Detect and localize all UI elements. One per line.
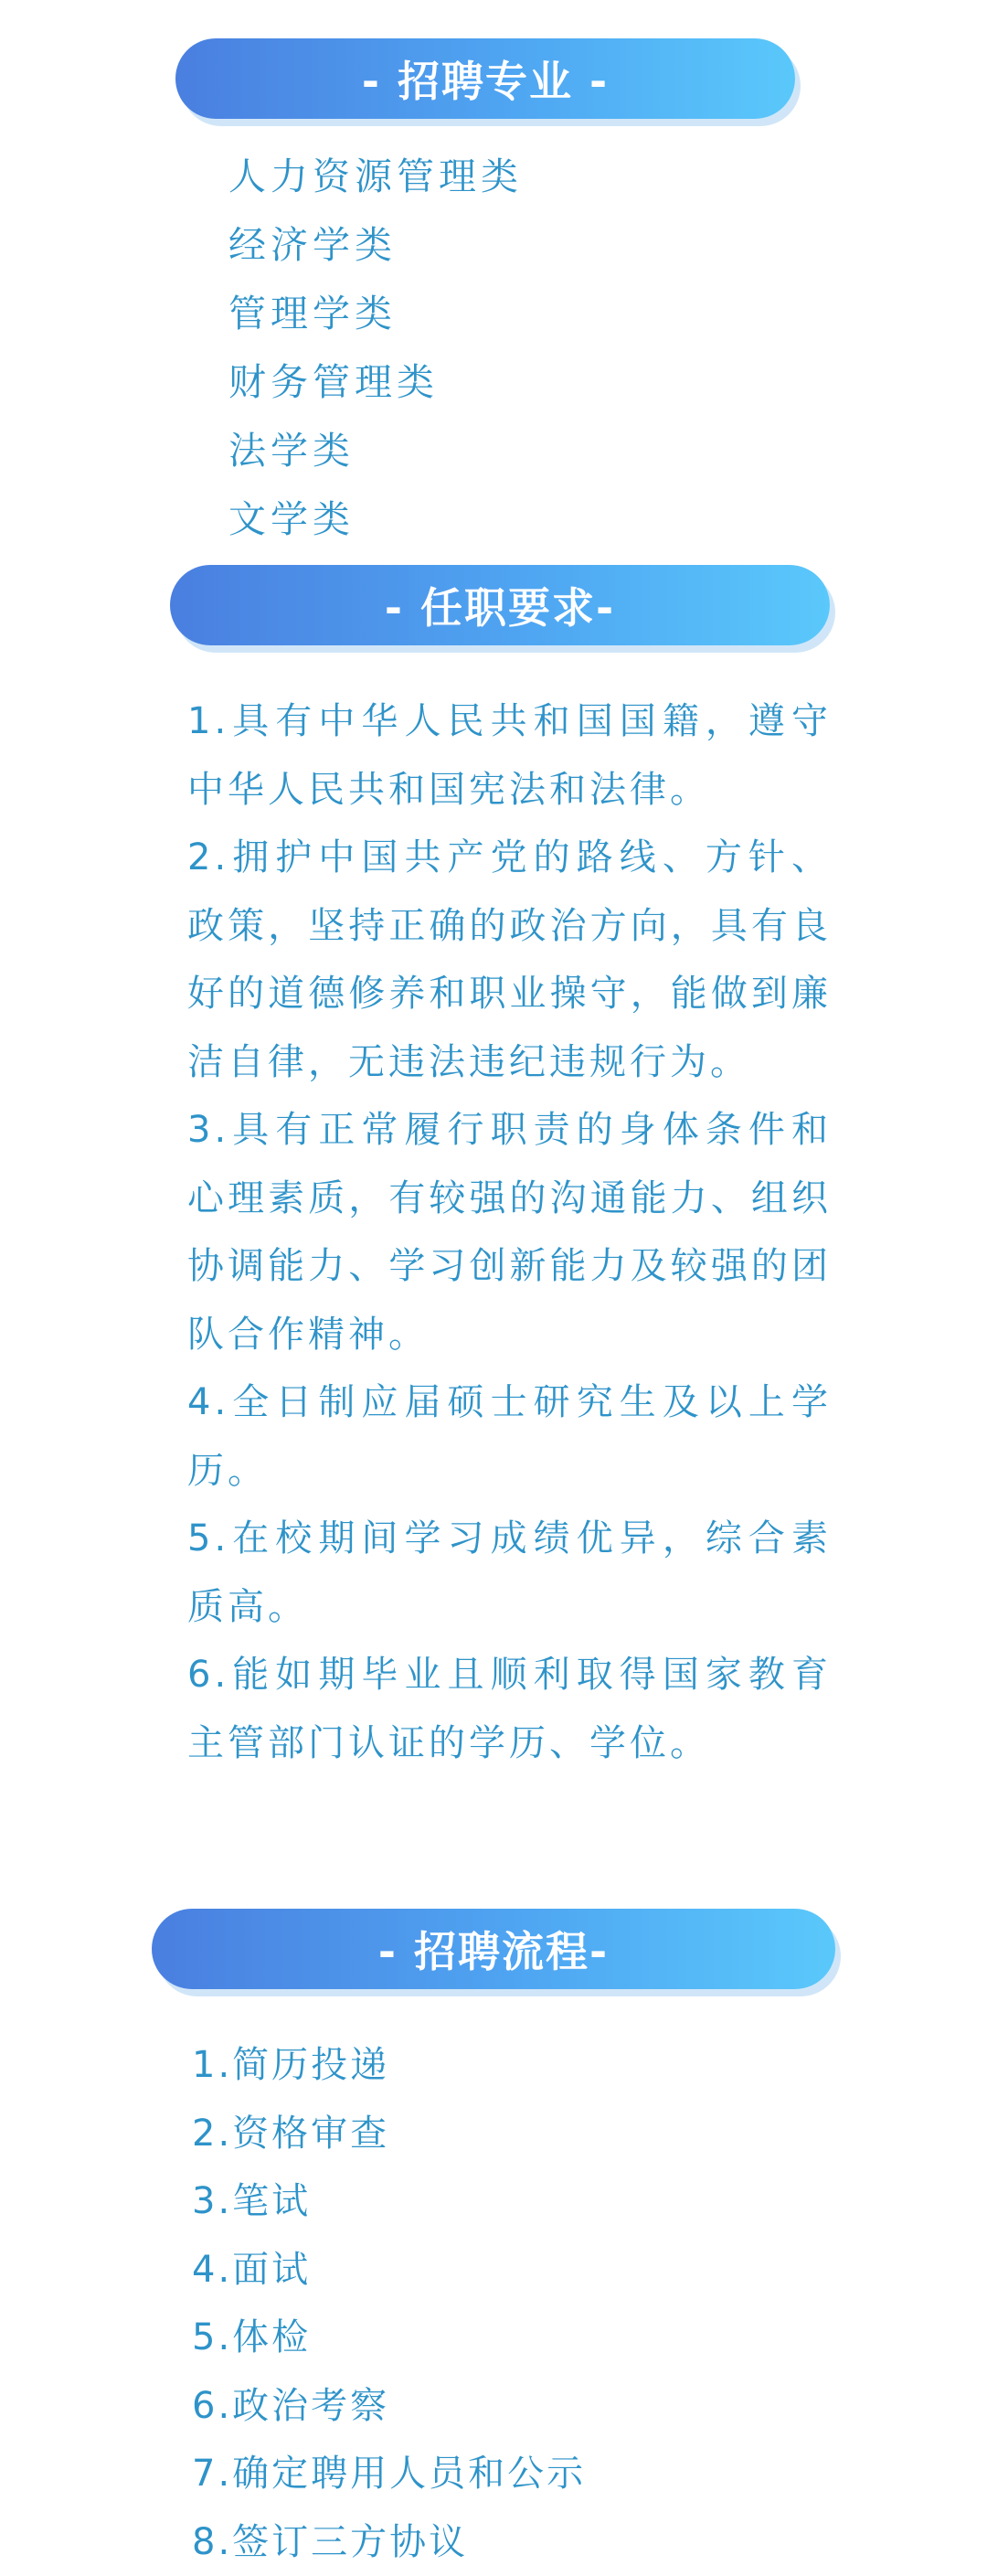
requirement-item: 3.具有正常履行职责的身体条件和心理素质，有较强的沟通能力、组织协调能力、学习创新能力及较强的团队合作精神。 [187, 1096, 832, 1368]
section-title-majors: - 招聘专业 - [362, 48, 609, 109]
section-header-process [152, 1909, 835, 1989]
list-item: 文学类 [228, 485, 523, 554]
list-item: 法学类 [228, 417, 523, 485]
requirement-item: 6.能如期毕业且顺利取得国家教育主管部门认证的学历、学位。 [187, 1641, 832, 1777]
process-list [192, 2031, 586, 2576]
list-item: 8.签订三方协议 [192, 2508, 586, 2576]
list-item: 4.面试 [192, 2236, 586, 2305]
list-item: 经济学类 [228, 211, 523, 280]
list-item: 2.资格审查 [192, 2100, 586, 2168]
list-item: 6.政治考察 [192, 2372, 586, 2441]
list-item: 财务管理类 [228, 348, 523, 417]
list-item: 5.体检 [192, 2304, 586, 2372]
list-item: 3.笔试 [192, 2167, 586, 2236]
requirement-item: 2.拥护中国共产党的路线、方针、政策，坚持正确的政治方向，具有良好的道德修养和职业操守，能做到廉洁自律，无违法违纪违规行为。 [187, 824, 832, 1096]
list-item: 人力资源管理类 [228, 143, 523, 211]
list-item: 7.确定聘用人员和公示 [192, 2440, 586, 2508]
section-header-requirements [170, 565, 830, 645]
requirements-list [187, 687, 832, 1777]
requirement-item: 1.具有中华人民共和国国籍，遵守中华人民共和国宪法和法律。 [187, 687, 832, 824]
list-item: 1.简历投递 [192, 2031, 586, 2100]
section-title-requirements: - 任职要求- [385, 575, 615, 635]
section-header-majors [175, 38, 795, 119]
majors-list [228, 143, 523, 554]
list-item: 管理学类 [228, 280, 523, 348]
section-title-process: - 招聘流程- [378, 1919, 609, 1979]
requirement-item: 4.全日制应届硕士研究生及以上学历。 [187, 1368, 832, 1505]
requirement-item: 5.在校期间学习成绩优异，综合素质高。 [187, 1505, 832, 1641]
